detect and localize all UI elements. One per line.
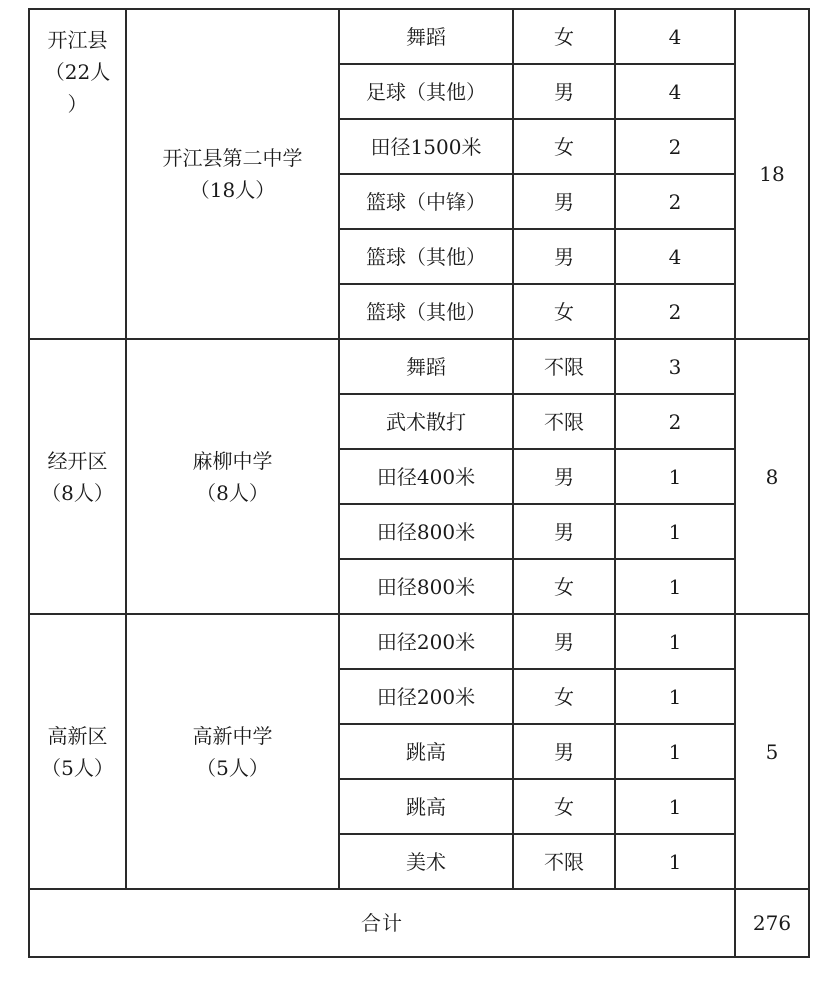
num-cell: 4 <box>615 229 735 284</box>
gender-cell: 男 <box>513 449 615 504</box>
school-count: （8人） <box>196 480 269 505</box>
gender-cell: 女 <box>513 284 615 339</box>
school-cell <box>126 614 339 889</box>
num-cell: 1 <box>615 834 735 889</box>
subtotal-cell: 18 <box>735 9 809 339</box>
num-cell: 1 <box>615 724 735 779</box>
gender-cell: 男 <box>513 614 615 669</box>
item-cell: 篮球（中锋） <box>339 174 513 229</box>
county-name: 高新区 <box>47 723 108 748</box>
num-cell: 3 <box>615 339 735 394</box>
gender-cell: 男 <box>513 229 615 284</box>
gender-cell: 男 <box>513 504 615 559</box>
quota-table <box>28 8 810 958</box>
item-cell: 田径200米 <box>339 669 513 724</box>
item-cell: 跳高 <box>339 724 513 779</box>
item-cell: 跳高 <box>339 779 513 834</box>
county-cell <box>29 9 126 339</box>
county-count: （5人） <box>41 755 114 780</box>
total-label: 合计 <box>29 889 735 957</box>
gender-cell: 女 <box>513 559 615 614</box>
gender-cell: 不限 <box>513 394 615 449</box>
num-cell: 1 <box>615 669 735 724</box>
item-cell: 田径200米 <box>339 614 513 669</box>
item-cell: 足球（其他） <box>339 64 513 119</box>
gender-cell: 女 <box>513 9 615 64</box>
county-name: 经开区 <box>47 448 108 473</box>
item-cell: 田径800米 <box>339 559 513 614</box>
num-cell: 2 <box>615 394 735 449</box>
gender-cell: 不限 <box>513 339 615 394</box>
total-row <box>29 889 809 957</box>
school-name: 麻柳中学 <box>192 448 273 473</box>
table-row <box>29 614 809 669</box>
county-count-close: ） <box>67 92 88 116</box>
gender-cell: 不限 <box>513 834 615 889</box>
gender-cell: 女 <box>513 119 615 174</box>
table-row <box>29 339 809 394</box>
subtotal-cell: 5 <box>735 614 809 889</box>
num-cell: 4 <box>615 9 735 64</box>
num-cell: 4 <box>615 64 735 119</box>
num-cell: 1 <box>615 559 735 614</box>
gender-cell: 男 <box>513 174 615 229</box>
item-cell: 篮球（其他） <box>339 229 513 284</box>
school-cell <box>126 339 339 614</box>
num-cell: 1 <box>615 504 735 559</box>
item-cell: 篮球（其他） <box>339 284 513 339</box>
total-value: 276 <box>735 889 809 957</box>
county-count: （8人） <box>41 480 114 505</box>
item-cell: 武术散打 <box>339 394 513 449</box>
item-cell: 美术 <box>339 834 513 889</box>
school-count: （18人） <box>189 178 276 202</box>
school-count: （5人） <box>196 755 269 780</box>
num-cell: 1 <box>615 449 735 504</box>
num-cell: 1 <box>615 614 735 669</box>
item-cell: 舞蹈 <box>339 339 513 394</box>
school-name: 高新中学 <box>192 723 273 748</box>
item-cell: 田径800米 <box>339 504 513 559</box>
school-name: 开江县第二中学 <box>162 146 303 170</box>
school-cell <box>126 9 339 339</box>
table-row <box>29 9 809 64</box>
gender-cell: 女 <box>513 669 615 724</box>
subtotal-cell: 8 <box>735 339 809 614</box>
num-cell: 1 <box>615 779 735 834</box>
county-count: （22人 <box>44 60 111 84</box>
county-name: 开江县 <box>47 28 108 52</box>
num-cell: 2 <box>615 174 735 229</box>
item-cell: 田径1500米 <box>339 119 513 174</box>
num-cell: 2 <box>615 119 735 174</box>
gender-cell: 男 <box>513 64 615 119</box>
item-cell: 舞蹈 <box>339 9 513 64</box>
county-cell <box>29 339 126 614</box>
gender-cell: 女 <box>513 779 615 834</box>
num-cell: 2 <box>615 284 735 339</box>
item-cell: 田径400米 <box>339 449 513 504</box>
gender-cell: 男 <box>513 724 615 779</box>
county-cell <box>29 614 126 889</box>
